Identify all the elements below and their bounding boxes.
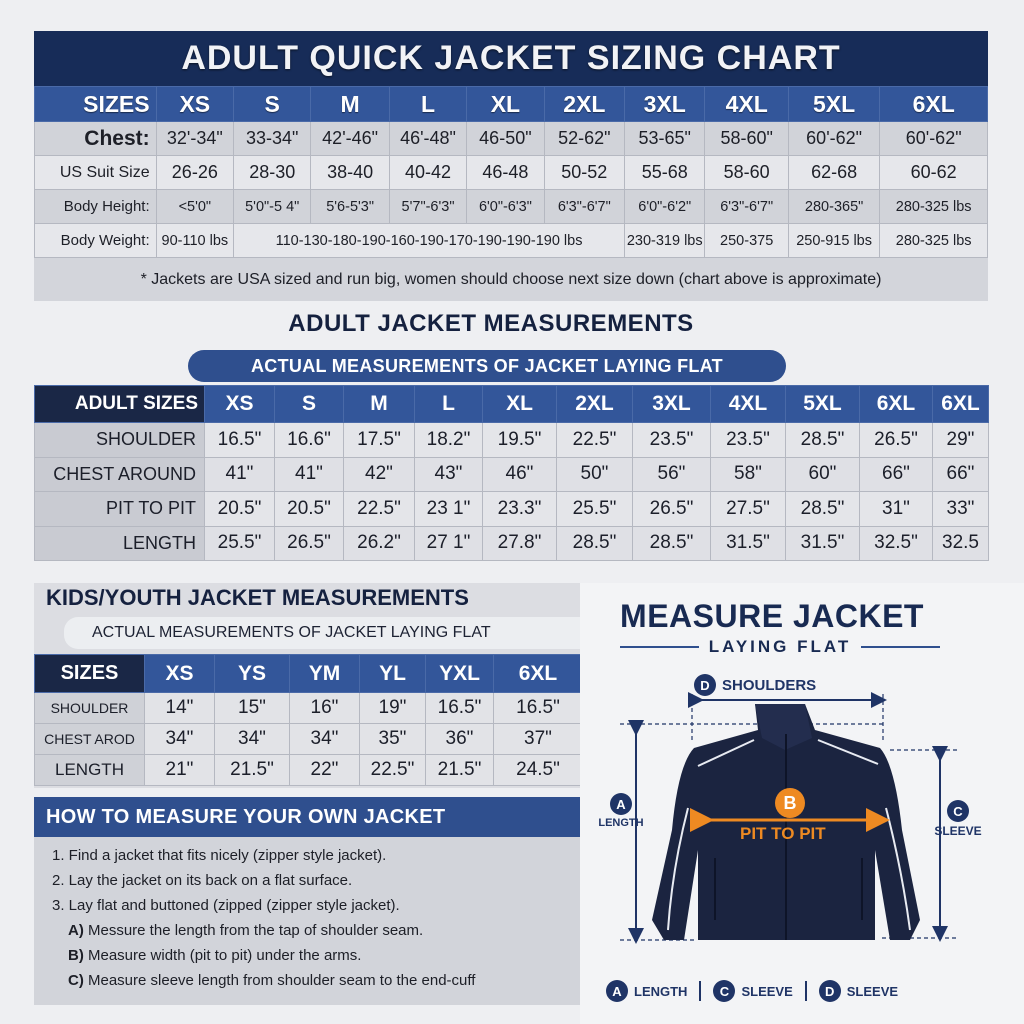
row-label: LENGTH <box>35 526 205 561</box>
quick-header-row <box>35 87 988 122</box>
table-cell: 55-68 <box>625 156 705 190</box>
table-cell: 46" <box>483 457 557 492</box>
step-item: 2. Lay the jacket on its back on a flat surface. <box>52 872 353 889</box>
row-label: Body Height: <box>35 190 157 224</box>
table-cell: 37" <box>494 724 583 755</box>
table-cell: 21.5" <box>426 755 494 786</box>
header-cell: YL <box>360 655 426 693</box>
table-cell: 25.5" <box>557 492 633 527</box>
table-cell: 15" <box>215 693 290 724</box>
table-cell: 16.5" <box>205 423 275 458</box>
header-cell: 4XL <box>705 87 788 122</box>
table-cell: 58-60 <box>705 156 788 190</box>
adult-measurements-title: ADULT JACKET MEASUREMENTS <box>288 310 694 337</box>
row-label: LENGTH <box>35 755 145 786</box>
substep-text: Messure the length from the tap of shoulder seam. <box>83 922 424 939</box>
table-row <box>35 156 988 190</box>
row-label: Chest: <box>35 122 157 156</box>
pit-to-pit-badge <box>775 788 805 818</box>
table-cell: 33" <box>933 492 989 527</box>
table-cell: 22.5" <box>360 755 426 786</box>
table-cell: 27.8" <box>483 526 557 561</box>
table-cell: 25.5" <box>205 526 275 561</box>
table-row <box>35 526 989 561</box>
table-cell: 50-52 <box>544 156 624 190</box>
table-cell: 28.5" <box>786 423 860 458</box>
length-label <box>598 793 644 829</box>
step-item: 1. Find a jacket that fits nicely (zipper style jacket). <box>52 847 387 864</box>
header-cell: M <box>344 386 415 423</box>
table-cell: 16" <box>290 693 360 724</box>
header-cell: SIZES <box>35 87 157 122</box>
header-cell: YS <box>215 655 290 693</box>
table-cell: 34" <box>145 724 215 755</box>
table-row <box>35 755 583 786</box>
table-cell: 43" <box>415 457 483 492</box>
table-cell: 42" <box>344 457 415 492</box>
quick-chart-title: ADULT QUICK JACKET SIZING CHART <box>34 31 988 86</box>
table-row <box>35 457 989 492</box>
table-cell: 5'6-5'3" <box>311 190 389 224</box>
sleeve-label <box>930 800 986 838</box>
row-label: CHEST AROD <box>35 724 145 755</box>
header-cell: XL <box>467 87 544 122</box>
row-label: PIT TO PIT <box>35 492 205 527</box>
header-cell: 3XL <box>633 386 711 423</box>
how-to-title: HOW TO MEASURE YOUR OWN JACKET <box>34 797 582 837</box>
table-cell: 24.5" <box>494 755 583 786</box>
table-row <box>35 492 989 527</box>
legend-label: SLEEVE <box>846 983 899 999</box>
table-cell: 42'-46" <box>311 122 389 156</box>
table-cell: 46'-48" <box>389 122 466 156</box>
divider <box>861 646 940 648</box>
table-cell: 26.5" <box>860 423 933 458</box>
table-cell: 5'0"-5 4" <box>234 190 311 224</box>
table-cell: 31" <box>860 492 933 527</box>
legend-label: LENGTH <box>634 983 688 999</box>
table-row <box>35 190 988 224</box>
header-cell: 3XL <box>625 87 705 122</box>
quick-sizing-table <box>34 86 988 258</box>
diagram-legend <box>606 980 898 1002</box>
table-cell: 50" <box>557 457 633 492</box>
header-cell: XL <box>483 386 557 423</box>
header-cell: ADULT SIZES <box>35 386 205 423</box>
table-cell: 28.5" <box>633 526 711 561</box>
table-cell: 60'-62" <box>788 122 879 156</box>
row-label: SHOULDER <box>35 693 145 724</box>
how-to-steps <box>34 837 582 993</box>
table-cell: 38-40 <box>311 156 389 190</box>
table-cell: 22" <box>290 755 360 786</box>
table-cell: 32'-34" <box>156 122 233 156</box>
header-cell: YXL <box>426 655 494 693</box>
header-cell: 6XL <box>933 386 989 423</box>
badge-c-icon: C <box>713 980 735 1002</box>
row-label: US Suit Size <box>35 156 157 190</box>
table-cell: 46-50" <box>467 122 544 156</box>
header-cell: 2XL <box>544 87 624 122</box>
header-cell: XS <box>156 87 233 122</box>
table-cell: 26.5" <box>275 526 344 561</box>
substep-text: Measure width (pit to pit) under the arms. <box>83 947 362 964</box>
table-cell: 21.5" <box>215 755 290 786</box>
table-cell: 32.5 <box>933 526 989 561</box>
substep-item <box>52 918 582 943</box>
header-cell: L <box>389 87 466 122</box>
table-cell: 60" <box>786 457 860 492</box>
header-cell: 6XL <box>494 655 583 693</box>
table-cell: 22.5" <box>344 492 415 527</box>
table-cell: 58-60" <box>705 122 788 156</box>
table-cell: 35" <box>360 724 426 755</box>
row-label: SHOULDER <box>35 423 205 458</box>
table-cell: 31.5" <box>786 526 860 561</box>
badge-d-icon: D <box>819 980 841 1002</box>
substep-item <box>52 943 582 968</box>
table-cell: 90-110 lbs <box>156 224 233 258</box>
table-cell: 34" <box>215 724 290 755</box>
table-cell: 19.5" <box>483 423 557 458</box>
adult-measurements-subtitle: ACTUAL MEASUREMENTS OF JACKET LAYING FLAT <box>188 350 786 382</box>
badge-c-icon: C <box>947 800 969 822</box>
table-cell: 46-48 <box>467 156 544 190</box>
table-cell: 250-375 <box>705 224 788 258</box>
table-cell: 53-65" <box>625 122 705 156</box>
shoulders-label-text: SHOULDERS <box>722 676 817 694</box>
header-cell: 2XL <box>557 386 633 423</box>
adult-measurements-table <box>34 385 989 561</box>
table-cell: 17.5" <box>344 423 415 458</box>
table-cell: 250-915 lbs <box>788 224 879 258</box>
legend-label: SLEEVE <box>741 983 793 999</box>
table-cell: 14" <box>145 693 215 724</box>
sizing-note: * Jackets are USA sized and run big, women should choose next size down (chart above is approximate) <box>34 258 988 301</box>
table-cell: 20.5" <box>275 492 344 527</box>
table-cell: 28.5" <box>786 492 860 527</box>
table-cell: 6'3"-6'7" <box>544 190 624 224</box>
table-cell: 16.5" <box>494 693 583 724</box>
table-cell: 23.3" <box>483 492 557 527</box>
badge-d-icon: D <box>694 674 716 696</box>
sleeve-label-text: SLEEVE <box>934 824 982 838</box>
table-cell: 23.5" <box>633 423 711 458</box>
youth-measurements-title: KIDS/YOUTH JACKET MEASUREMENTS <box>46 585 469 610</box>
table-cell: 27.5" <box>711 492 786 527</box>
table-cell: 31.5" <box>711 526 786 561</box>
youth-measurements-subtitle: ACTUAL MEASUREMENTS OF JACKET LAYING FLAT <box>64 617 580 649</box>
table-cell: 16.6" <box>275 423 344 458</box>
table-cell: 280-365" <box>788 190 879 224</box>
adult-header-row <box>35 386 989 423</box>
table-cell: 52-62" <box>544 122 624 156</box>
table-cell: 28-30 <box>234 156 311 190</box>
table-cell: 23 1" <box>415 492 483 527</box>
badge-a-icon: A <box>610 793 632 815</box>
youth-header-row <box>35 655 583 693</box>
quick-sizing-chart <box>34 31 988 301</box>
header-cell: XS <box>145 655 215 693</box>
header-cell: 4XL <box>711 386 786 423</box>
table-cell: 26-26 <box>156 156 233 190</box>
table-cell: 41" <box>205 457 275 492</box>
header-cell: 5XL <box>788 87 879 122</box>
table-cell: 28.5" <box>557 526 633 561</box>
substep-item <box>52 968 582 993</box>
table-cell: 56" <box>633 457 711 492</box>
table-cell: 34" <box>290 724 360 755</box>
header-cell: S <box>275 386 344 423</box>
table-cell: 5'7"-6'3" <box>389 190 466 224</box>
table-cell: 66" <box>860 457 933 492</box>
header-cell: 6XL <box>880 87 988 122</box>
substep-text: Measure sleeve length from shoulder seam to the end-cuff <box>83 972 476 989</box>
table-cell: 230-319 lbs <box>625 224 705 258</box>
diagram-subtitle-text: LAYING FLAT <box>708 637 852 656</box>
row-label: Body Weight: <box>35 224 157 258</box>
table-cell: 110-130-180-190-160-190-170-190-190-190 lbs <box>234 224 625 258</box>
header-cell: S <box>234 87 311 122</box>
table-cell: 58" <box>711 457 786 492</box>
table-cell: 33-34" <box>234 122 311 156</box>
table-cell: 22.5" <box>557 423 633 458</box>
badge-b-icon: B <box>775 788 805 818</box>
table-cell: 66" <box>933 457 989 492</box>
step-item: 3. Lay flat and buttoned (zipped (zipper style jacket). <box>52 897 400 914</box>
row-label: CHEST AROUND <box>35 457 205 492</box>
table-cell: 19" <box>360 693 426 724</box>
table-cell: 29" <box>933 423 989 458</box>
table-cell: 280-325 lbs <box>880 190 988 224</box>
substep-key: B) <box>68 947 84 964</box>
table-cell: 23.5" <box>711 423 786 458</box>
badge-a-icon: A <box>606 980 628 1002</box>
length-label-text: LENGTH <box>598 817 644 829</box>
table-cell: 280-325 lbs <box>880 224 988 258</box>
how-to-measure-panel <box>34 797 582 1005</box>
table-row <box>35 724 583 755</box>
table-cell: 6'0"-6'3" <box>467 190 544 224</box>
divider <box>699 981 701 1001</box>
divider <box>620 646 699 648</box>
header-cell: SIZES <box>35 655 145 693</box>
header-cell: 6XL <box>860 386 933 423</box>
table-cell: 40-42 <box>389 156 466 190</box>
table-cell: 41" <box>275 457 344 492</box>
table-row <box>35 423 989 458</box>
table-cell: 60-62 <box>880 156 988 190</box>
table-cell: 27 1" <box>415 526 483 561</box>
header-cell: M <box>311 87 389 122</box>
table-cell: 21" <box>145 755 215 786</box>
table-row <box>35 693 583 724</box>
table-cell: 16.5" <box>426 693 494 724</box>
substep-key: C) <box>68 972 84 989</box>
table-cell: 26.2" <box>344 526 415 561</box>
table-row <box>35 224 988 258</box>
substep-key: A) <box>68 922 84 939</box>
header-cell: L <box>415 386 483 423</box>
youth-measurements-table <box>34 654 583 786</box>
diagram-subtitle <box>620 637 940 657</box>
table-cell: 6'0"-6'2" <box>625 190 705 224</box>
pit-to-pit-label: PIT TO PIT <box>740 824 826 843</box>
table-cell: 32.5" <box>860 526 933 561</box>
table-cell: <5'0" <box>156 190 233 224</box>
table-cell: 20.5" <box>205 492 275 527</box>
table-row <box>35 122 988 156</box>
header-cell: XS <box>205 386 275 423</box>
divider <box>805 981 807 1001</box>
table-cell: 36" <box>426 724 494 755</box>
table-cell: 6'3"-6'7" <box>705 190 788 224</box>
table-cell: 60'-62" <box>880 122 988 156</box>
diagram-title: MEASURE JACKET <box>620 598 924 634</box>
table-cell: 62-68 <box>788 156 879 190</box>
header-cell: 5XL <box>786 386 860 423</box>
table-cell: 18.2" <box>415 423 483 458</box>
header-cell: YM <box>290 655 360 693</box>
table-cell: 26.5" <box>633 492 711 527</box>
